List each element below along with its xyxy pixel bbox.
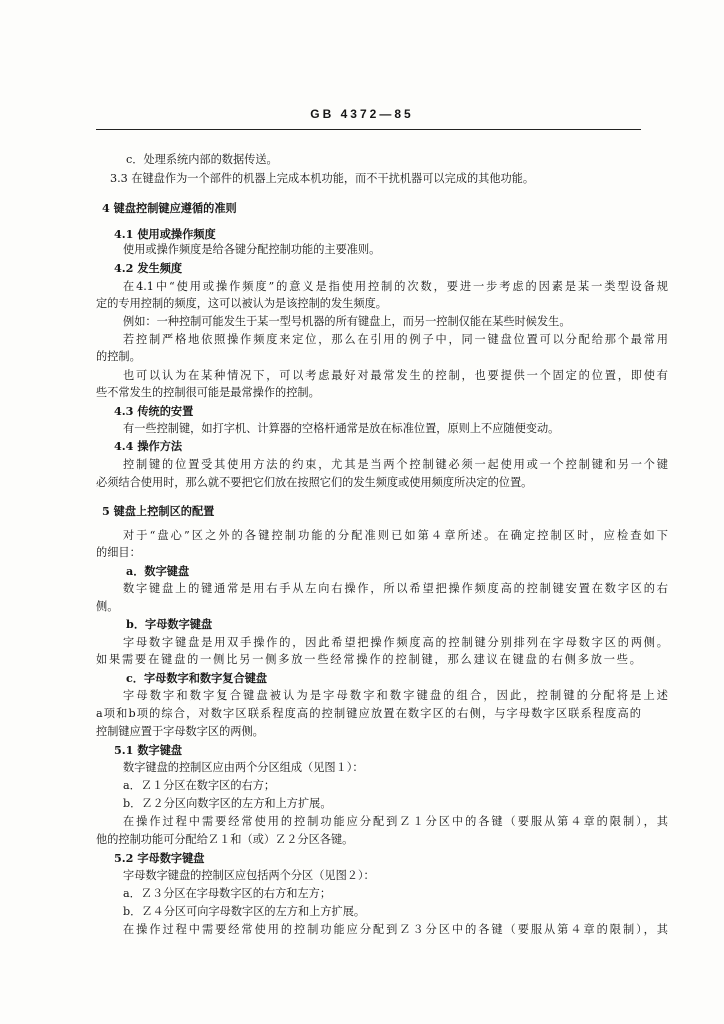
- heading-5-2: 5.2 字母数字键盘: [114, 851, 205, 865]
- list-item: b．Ｚ４分区可向字母数字区的左方和上方扩展。: [123, 905, 366, 918]
- paragraph: 例如：一种控制可能发生于某一型号机器的所有键盘上，而另一控制仅能在某些时候发生。: [123, 315, 571, 328]
- heading-4-4: 4.4 操作方法: [114, 439, 183, 453]
- paragraph: 有一些控制键，如打字机、计算器的空格杆通常是放在标准位置，原则上不应随便变动。: [123, 422, 560, 435]
- paragraph: 侧。: [96, 600, 119, 613]
- item-a-numeric-keypad: a．数字键盘: [126, 564, 190, 578]
- list-item: a．Ｚ３分区在字母数字区的右方和左方；: [123, 887, 332, 900]
- heading-4-3: 4.3 传统的安置: [114, 404, 194, 418]
- paragraph: 他的控制功能可分配给Ｚ１和（或）Ｚ２分区各键。: [96, 833, 354, 846]
- standard-code: GB 4372—85: [310, 107, 414, 121]
- paragraph: 的细目：: [96, 546, 141, 559]
- paragraph: 数字键盘的控制区应由两个分区组成（见图１）：: [123, 761, 364, 774]
- paragraph: 字母数字和数字复合键盘被认为是字母数字和数字键盘的组合，因此，控制键的分配将是上述: [123, 689, 668, 702]
- heading-4-1: 4.1 使用或操作频度: [114, 227, 216, 241]
- paragraph: 如果需要在键盘的一侧比另一侧多放一些经常操作的控制键，那么建议在键盘的右侧多放一些。: [96, 653, 641, 666]
- item-c-combined-keyboard: c．字母数字和数字复合键盘: [126, 671, 268, 685]
- header-rule: [96, 129, 641, 130]
- clause-3-3: 3.3 在键盘作为一个部件的机器上完成本机功能，而不干扰机器可以完成的其他功能。: [110, 172, 535, 185]
- paragraph: 必须结合使用时，那么就不要把它们放在按照它们的发生频度或使用频度所决定的位置。: [96, 476, 533, 489]
- heading-5-1: 5.1 数字键盘: [114, 743, 183, 757]
- paragraph: 字母数字键盘是用双手操作的，因此希望把操作频度高的控制键分别排列在字母数字区的两侧。: [123, 636, 668, 649]
- paragraph: 也可以认为在某种情况下，可以考虑最好对最常发生的控制，也要提供一个固定的位置，即使有: [123, 369, 668, 382]
- paragraph: 控制键的位置受其使用方法的约束，尤其是当两个控制键必须一起使用或一个控制键和另一个键: [123, 458, 668, 471]
- paragraph: 些不常发生的控制很可能是最常操作的控制。: [96, 386, 320, 399]
- paragraph: 在操作过程中需要经常使用的控制功能应分配到Ｚ１分区中的各键（要服从第４章的限制），其: [123, 815, 668, 828]
- paragraph: 控制键应置于字母数字区的两侧。: [96, 725, 264, 738]
- list-item: a．Ｚ１分区在数字区的右方；: [123, 779, 276, 792]
- paragraph: 对于“盘心”区之外的各键控制功能的分配准则已如第４章所述。在确定控制区时，应检查如下: [123, 529, 668, 542]
- paragraph: 在操作过程中需要经常使用的控制功能应分配到Ｚ３分区中的各键（要服从第４章的限制），其: [123, 923, 668, 936]
- paragraph: a项和b项的综合，对数字区联系程度高的控制键应放置在数字区的右侧，与字母数字区联系程度高的: [96, 707, 641, 720]
- paragraph: 数字键盘上的键通常是用右手从左向右操作，所以希望把操作频度高的控制键安置在数字区的右: [123, 582, 668, 595]
- paragraph: 字母数字键盘的控制区应包括两个分区（见图２）：: [123, 869, 375, 882]
- item-c-data-transfer: c．处理系统内部的数据传送。: [126, 153, 278, 166]
- item-b-alphanumeric-keyboard: b．字母数字键盘: [126, 617, 213, 631]
- paragraph: 若控制严格地依照操作频度来定位，那么在引用的例子中，同一键盘位置可以分配给那个最常用: [123, 333, 668, 346]
- heading-5: 5 键盘上控制区的配置: [102, 504, 215, 518]
- paragraph: 的控制。: [96, 350, 141, 363]
- paragraph: 在4.1中“使用或操作频度”的意义是指使用控制的次数，要进一步考虑的因素是某一类型设备规: [123, 280, 668, 293]
- list-item: b．Ｚ２分区向数字区的左方和上方扩展。: [123, 797, 332, 810]
- paragraph: 使用或操作频度是给各键分配控制功能的主要准则。: [123, 243, 381, 256]
- heading-4-2: 4.2 发生频度: [114, 261, 183, 275]
- heading-4: 4 键盘控制键应遵循的准则: [102, 201, 237, 215]
- paragraph: 定的专用控制的频度，这可以被认为是该控制的发生频度。: [96, 297, 387, 310]
